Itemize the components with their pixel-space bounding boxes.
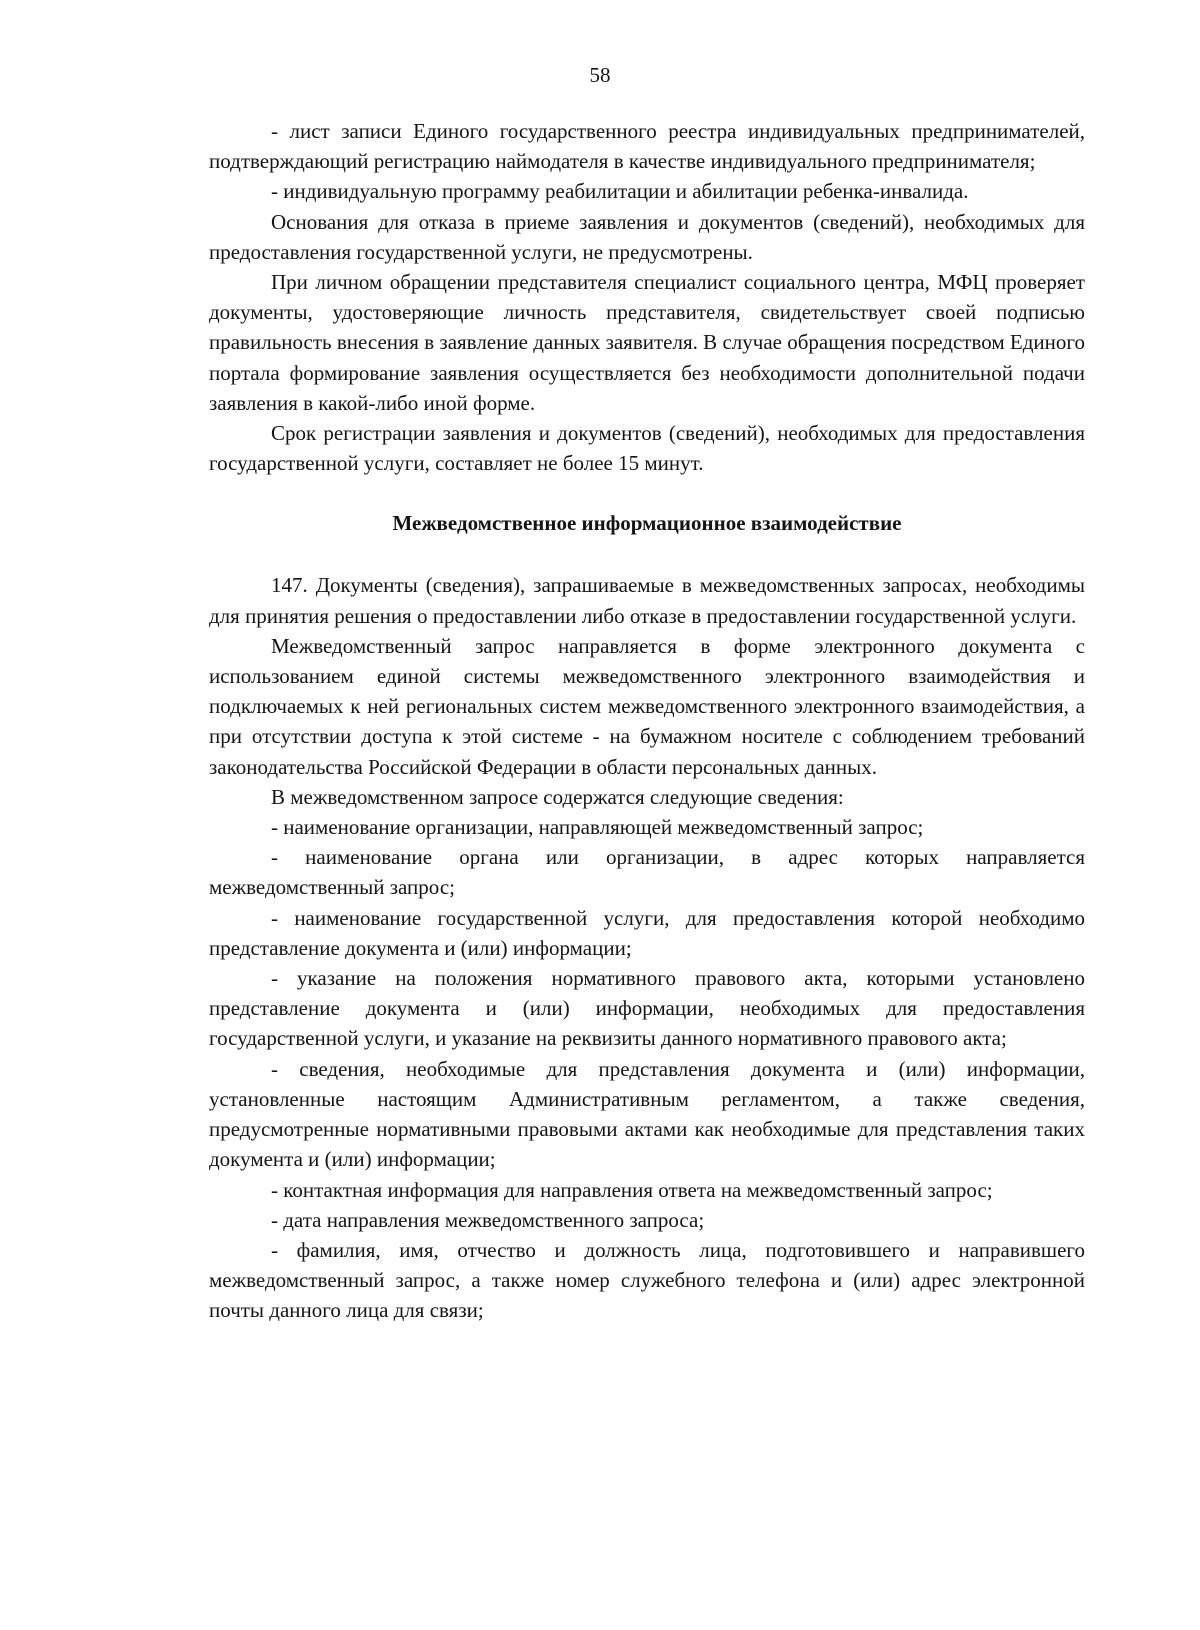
list-item-service-name: - наименование государственной услуги, для предоставления которой необходимо представление документа и (или) информации; — [209, 905, 1085, 960]
section-heading: Межведомственное информационное взаимодействие — [392, 511, 902, 536]
list-item-legal-act-reference: - указание на положения нормативного правового акта, которыми установлено представление документа и (или) информации, необходимых для предоставления государственной услуги, и указание на реквизиты данного нормативного правового акта; — [209, 966, 1085, 1051]
paragraph-request-form: Межведомственный запрос направляется в форме электронного документа с использованием единой системы межведомственного электронного взаимодействия и подключаемых к ней региональных систем межведомственного электронного взаимодействия, а при отсутствии доступа к этой системе - на бумажном носителе с соблюдением требований законодательства Российской Федерации в области персональных данных. — [209, 633, 1085, 779]
list-item-responsible-person: - фамилия, имя, отчество и должность лица, подготовившего и направившего межведомственный запрос, а также номер служебного телефона и (или) адрес электронной почты данного лица для связи; — [209, 1237, 1085, 1323]
paragraph-refusal-grounds: Основания для отказа в приеме заявления и документов (сведений), необходимых для предоставления государственной услуги, не предусмотрены. — [209, 209, 1085, 264]
paragraph-147-documents: 147. Документы (сведения), запрашиваемые в межведомственных запросах, необходимы для принятия решения о предоставлении либо отказе в предоставлении государственной услуги. — [209, 573, 1085, 628]
list-item-required-information: - сведения, необходимые для представления документа и (или) информации, установленные настоящим Административным регламентом, а также сведения, предусмотренные нормативными правовыми актами как необходимые для представления таких документа и (или) информации; — [209, 1056, 1085, 1172]
paragraph-personal-visit: При личном обращении представителя специалист социального центра, МФЦ проверяет документы, удостоверяющие личность представителя, свидетельствует своей подписью правильность внесения в заявление данных заявителя. В случае обращения посредством Единого портала формирование заявления осуществляется без необходимости дополнительной подачи заявления в какой-либо иной форме. — [209, 270, 1085, 415]
paragraph-rehabilitation-program: - индивидуальную программу реабилитации и абилитации ребенка-инвалида. — [271, 179, 969, 204]
paragraph-request-contents-intro: В межведомственном запросе содержатся следующие сведения: — [271, 784, 844, 809]
page-number: 58 — [589, 63, 611, 87]
paragraph-egrip-record: - лист записи Единого государственного реестра индивидуальных предпринимателей, подтверждающий регистрацию наймодателя в качестве индивидуального предпринимателя; — [209, 119, 1085, 174]
list-item-contact-information: - контактная информация для направления ответа на межведомственный запрос; — [271, 1177, 993, 1202]
section-interagency-interaction — [209, 570, 1085, 1325]
list-item-request-date: - дата направления межведомственного запроса; — [271, 1207, 705, 1232]
section-application-documents — [209, 116, 1085, 478]
paragraph-registration-term: Срок регистрации заявления и документов (сведений), необходимых для предоставления государственной услуги, составляет не более 15 минут. — [209, 421, 1085, 476]
list-item-requesting-organization: - наименование организации, направляющей межведомственный запрос; — [271, 815, 924, 840]
document-body — [209, 116, 1085, 1326]
list-item-addressee-body: - наименование органа или организации, в адрес которых направляется межведомственный запрос; — [209, 845, 1085, 900]
